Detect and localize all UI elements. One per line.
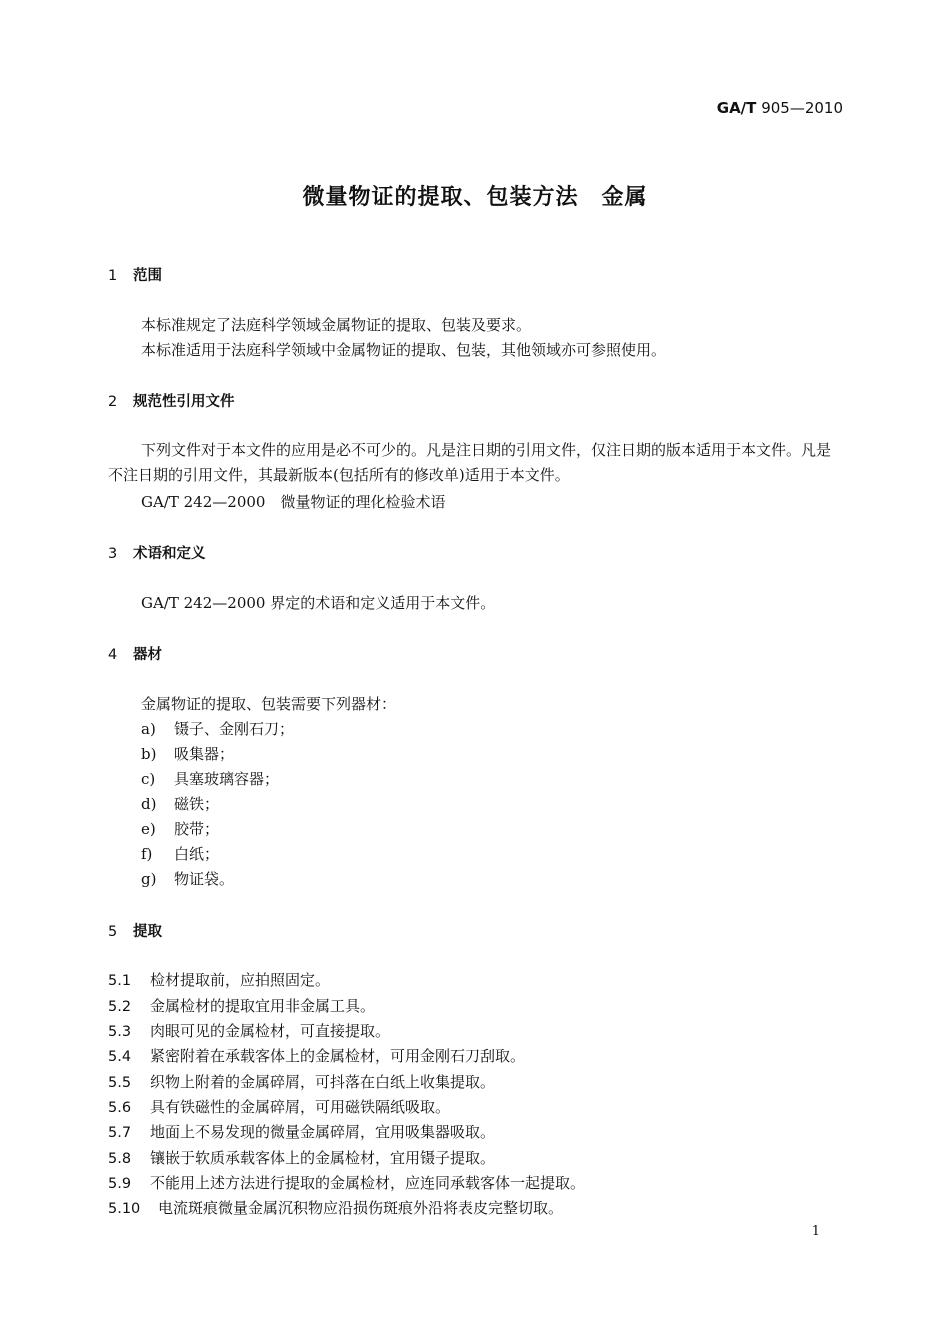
page-number: 1	[811, 1224, 820, 1239]
section-title: 器材	[133, 647, 162, 663]
clause	[108, 1197, 563, 1218]
clause-number: 5.2	[108, 999, 132, 1015]
list-item	[141, 768, 279, 789]
list-label: f)	[141, 845, 153, 863]
list-text: 白纸；	[174, 845, 220, 863]
list-item	[141, 743, 234, 764]
clause-text: 镶嵌于软质承载客体上的金属检材，宜用镊子提取。	[150, 1149, 496, 1167]
document-title: 微量物证的提取、包装方法 金属	[302, 185, 648, 210]
list-text: 镊子、金刚石刀；	[174, 720, 295, 738]
clause	[108, 1020, 390, 1041]
section-title: 提取	[133, 924, 162, 940]
clause	[108, 995, 375, 1016]
list-label: c)	[141, 770, 156, 788]
clause	[108, 1121, 495, 1142]
clause-number: 5.9	[108, 1176, 132, 1192]
section-heading	[108, 264, 162, 285]
clause-text: 具有铁磁性的金属碎屑，可用磁铁隔纸吸取。	[150, 1098, 451, 1116]
list-text: 具塞玻璃容器；	[174, 770, 280, 788]
normative-reference: GA/T 242—2000 微量物证的理化检验术语	[141, 493, 446, 511]
list-label: g)	[141, 870, 157, 888]
section-heading	[108, 920, 162, 941]
clause	[108, 1071, 495, 1092]
list-text: 物证袋。	[174, 870, 235, 888]
clause-text: 紧密附着在承载客体上的金属检材，可用金刚石刀刮取。	[150, 1047, 526, 1065]
list-item	[141, 843, 219, 864]
list-label: a)	[141, 720, 156, 738]
clause-text: 金属检材的提取宜用非金属工具。	[150, 997, 376, 1015]
clause	[108, 1147, 495, 1168]
clause-number: 5.5	[108, 1075, 132, 1091]
section-number: 3	[108, 546, 118, 562]
list-item	[141, 793, 219, 814]
list-text: 吸集器；	[174, 745, 235, 763]
section-number: 2	[108, 394, 118, 410]
section-heading	[108, 542, 206, 563]
list-item	[141, 818, 219, 839]
section-number: 4	[108, 647, 118, 663]
standard-number: 905—2010	[761, 99, 843, 117]
section-number: 5	[108, 924, 118, 940]
clause-number: 5.10	[108, 1201, 141, 1217]
section-title: 规范性引用文件	[133, 394, 235, 410]
list-item	[141, 868, 234, 889]
list-label: e)	[141, 820, 156, 838]
section-title: 范围	[133, 268, 162, 284]
paragraph: 本标准规定了法庭科学领域金属物证的提取、包装及要求。	[141, 316, 532, 334]
clause-number: 5.7	[108, 1125, 132, 1141]
clause-text: 织物上附着的金属碎屑，可抖落在白纸上收集提取。	[150, 1073, 496, 1091]
paragraph: 本标准适用于法庭科学领域中金属物证的提取、包装，其他领域亦可参照使用。	[141, 341, 667, 359]
clause	[108, 1045, 525, 1066]
clause-text: 电流斑痕微量金属沉积物应沿损伤斑痕外沿将表皮完整切取。	[158, 1199, 564, 1217]
list-label: b)	[141, 745, 157, 763]
paragraph: 金属物证的提取、包装需要下列器材：	[141, 695, 397, 713]
clause-text: 肉眼可见的金属检材，可直接提取。	[150, 1022, 391, 1040]
standard-prefix: GA/T	[716, 99, 757, 117]
clause-number: 5.3	[108, 1024, 132, 1040]
list-label: d)	[141, 795, 157, 813]
clause	[108, 1096, 450, 1117]
clause	[108, 969, 330, 990]
section-number: 1	[108, 268, 118, 284]
clause-number: 5.6	[108, 1100, 132, 1116]
clause-text: 地面上不易发现的微量金属碎屑，宜用吸集器吸取。	[150, 1123, 496, 1141]
clause-text: 不能用上述方法进行提取的金属检材，应连同承载客体一起提取。	[150, 1174, 586, 1192]
standard-code	[600, 99, 843, 117]
section-title: 术语和定义	[133, 546, 206, 562]
section-heading	[108, 643, 162, 664]
section-heading	[108, 390, 235, 411]
list-text: 磁铁；	[174, 795, 220, 813]
clause-number: 5.4	[108, 1049, 132, 1065]
paragraph: 下列文件对于本文件的应用是必不可少的。凡是注日期的引用文件，仅注日期的版本适用于本文件。凡是不注日期的引用文件，其最新版本(包括所有的修改单)适用于本文件。	[108, 441, 832, 484]
clause-number: 5.8	[108, 1151, 132, 1167]
paragraph: GA/T 242—2000 界定的术语和定义适用于本文件。	[141, 594, 496, 612]
clause-number: 5.1	[108, 973, 132, 989]
list-text: 胶带；	[174, 820, 220, 838]
clause	[108, 1172, 585, 1193]
clause-text: 检材提取前，应拍照固定。	[150, 971, 331, 989]
list-item	[141, 718, 294, 739]
